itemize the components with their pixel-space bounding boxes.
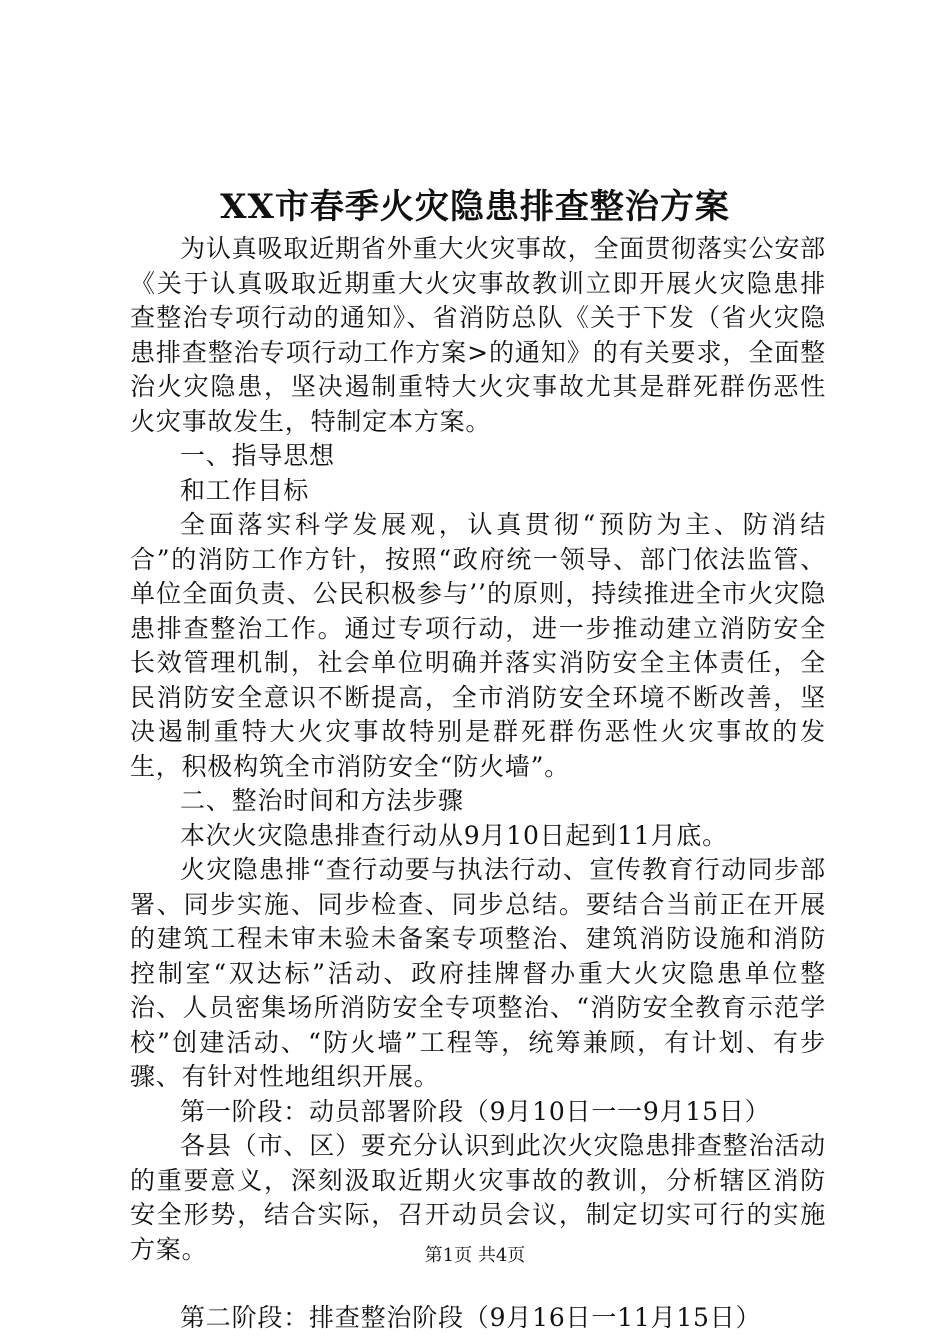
phase-one-heading: 第一阶段：动员部署阶段（9月10日一一9月15日） bbox=[180, 1096, 771, 1126]
coordination-paragraph: 火灾隐患排“查行动要与执法行动、宣传教育行动同步部署、同步实施、同步检查、同步总结。要结合当前正在开展的建筑工程未审未验未备案专项整治、建筑消防设施和消防控制室“双达标”活动、政府挂牌督办重大火灾隐患单位整治、人员密集场所消防安全专项整治、“消防安全教育示范学校”创建活动、“防火墙”工程等，统筹兼顾，有计划、有步骤、有针对性地组织开展。 bbox=[130, 855, 826, 1091]
intro-paragraph: 为认真吸取近期省外重大火灾事故，全面贯彻落实公安部《关于认真吸取近期重大火灾事故教训立即开展火灾隐患排查整治专项行动的通知》、省消防总队《关于下发（省火灾隐患排查整治专项行动工作方案>的通知》的有关要求，全面整治火灾隐患，坚决遏制重特大火灾事故尤其是群死群伤恶性火灾事故发生，特制定本方案。 bbox=[130, 234, 826, 436]
schedule-paragraph: 本次火灾隐患排查行动从9月10日起到11月底。 bbox=[180, 820, 728, 850]
document-title: XX市春季火灾隐患排查整治方案 bbox=[220, 187, 730, 227]
document-body bbox=[130, 232, 826, 1336]
phase-two-heading: 第二阶段：排查整治阶段（9月16日一11月15日） bbox=[180, 1303, 762, 1332]
page-footer: 第1页 共4页 bbox=[424, 1245, 526, 1266]
phase-one-paragraph: 各县（市、区）要充分认识到此次火灾隐患排查整治活动的重要意义，深刻汲取近期火灾事故的教训，分析辖区消防安全形势，结合实际，召开动员会议，制定切实可行的实施方案。 bbox=[130, 1131, 826, 1264]
section-heading-continuation: 和工作目标 bbox=[180, 475, 310, 505]
section-heading-schedule: 二、整治时间和方法步骤 bbox=[180, 786, 464, 815]
section-heading-guiding-ideology: 一、指导思想 bbox=[180, 441, 335, 470]
guiding-ideology-paragraph: 全面落实科学发展观，认真贯彻“预防为主、防消结合”的消防工作方针，按照“政府统一领导、部门依法监管、单位全面负责、公民积极参与’’的原则，持续推进全市火灾隐患排查整治工作。通过专项行动，进一步推动建立消防安全长效管理机制，社会单位明确并落实消防安全主体责任，全民消防安全意识不断提高，全市消防安全环境不断改善，坚决遏制重特大火灾事故特别是群死群伤恶性火灾事故的发生，积极构筑全市消防安全“防火墙”。 bbox=[130, 510, 826, 781]
